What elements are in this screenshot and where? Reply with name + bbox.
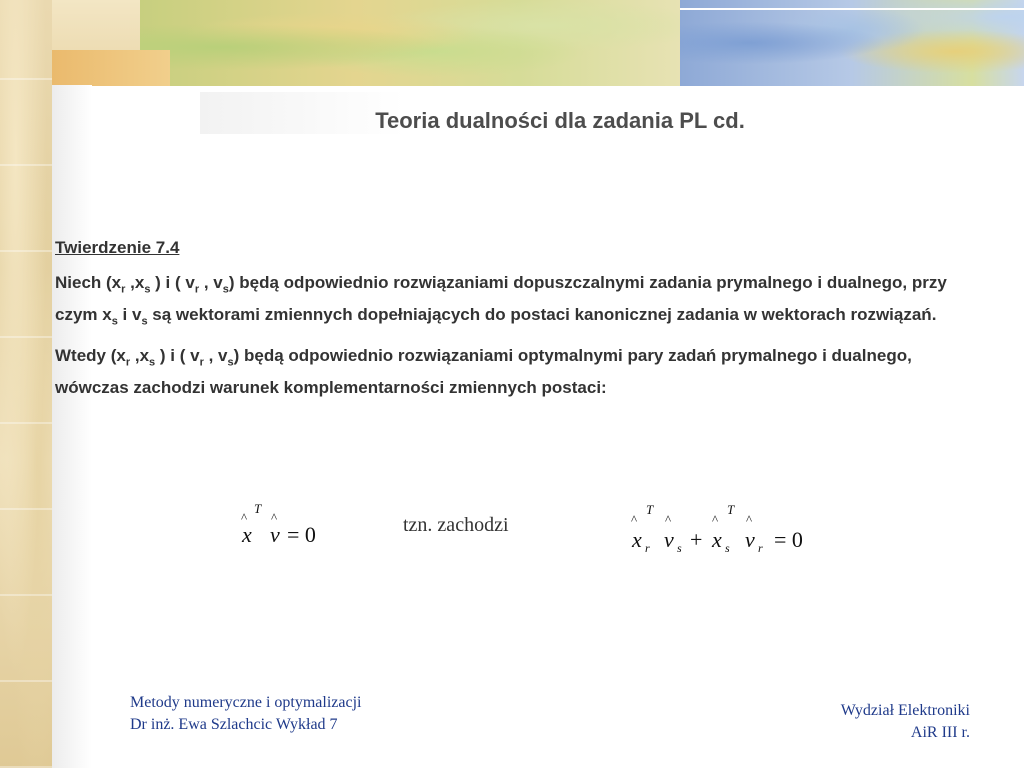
subscript-s: s: [725, 541, 730, 555]
theorem-paragraph-2: [55, 343, 975, 401]
p2-text: Wtedy (x: [55, 345, 126, 365]
theorem-heading: Twierdzenie 7.4: [55, 238, 180, 257]
p1-text: są wektorami zmiennych dopełniających do postaci kanonicznej zadania w wektorach rozwiązań.: [147, 305, 937, 325]
left-shadow: [52, 85, 92, 768]
p1-sub: s: [111, 315, 118, 328]
p2-text: ,x: [130, 345, 150, 365]
var-x: x: [632, 527, 642, 552]
p2-text: ) i ( v: [155, 345, 200, 365]
p2-text: ) będą odpowiednio rozwiązaniami optymalnymi pary zadań prymalnego i dualnego, wówczas zachodzi warunek komplementarności zmiennych postaci:: [55, 345, 912, 398]
p1-sub: r: [121, 283, 126, 296]
p1-sub: r: [194, 283, 200, 296]
superscript-t: T: [727, 502, 735, 517]
p1-text: , v: [199, 273, 223, 292]
slide-title: Teoria dualności dla zadania PL cd.: [375, 108, 745, 133]
footer-year: AiR III r.: [910, 724, 970, 741]
var-v: v: [745, 527, 755, 552]
var-v: v: [270, 522, 280, 547]
subscript-r: r: [645, 541, 650, 555]
slide-content: [55, 238, 975, 409]
p1-text: i v: [117, 305, 142, 325]
footer-course: Metody numeryczne i optymalizacji: [130, 694, 362, 711]
hat-mark: ^: [631, 512, 638, 527]
p1-text: Niech (x: [55, 273, 122, 292]
p2-sub: r: [199, 356, 204, 369]
top-banner: [0, 0, 1024, 86]
hat-mark: ^: [712, 512, 719, 527]
footer-faculty: Wydział Elektroniki: [840, 702, 970, 719]
plus-sign: +: [690, 527, 703, 552]
p2-sub: s: [149, 356, 156, 369]
p1-sub: s: [141, 315, 148, 328]
p1-sub: s: [144, 283, 151, 296]
hat-mark: ^: [241, 510, 248, 525]
superscript-t: T: [646, 502, 654, 517]
p2-sub: s: [227, 356, 234, 369]
equals-zero: = 0: [774, 527, 803, 552]
var-x: x: [712, 527, 722, 552]
footer-left: [130, 692, 361, 736]
subscript-s: s: [677, 541, 682, 555]
theorem-paragraph-1: [55, 270, 975, 335]
banner-leaves-image: [140, 0, 680, 86]
var-x: x: [242, 522, 252, 547]
footer-right: [841, 700, 970, 744]
p1-text: ) będą odpowiednio rozwiązaniami dopuszczalnymi zadania prymalnego i dualnego, przy czym x: [55, 273, 947, 325]
banner-blue-image: [680, 0, 1024, 86]
p1-text: ) i ( v: [150, 273, 195, 292]
p1-text: ,x: [125, 273, 145, 292]
p2-text: , v: [203, 345, 228, 365]
left-marble-strip: [0, 0, 52, 768]
banner-divider: [680, 8, 1024, 10]
hat-mark: ^: [271, 510, 278, 525]
footer-author: Dr inż. Ewa Szlachcic Wykład 7: [130, 716, 338, 733]
equals-zero: = 0: [287, 522, 316, 547]
superscript-t: T: [254, 501, 262, 516]
subscript-r: r: [758, 541, 763, 555]
p2-sub: r: [125, 356, 131, 369]
hat-mark: ^: [746, 512, 753, 527]
var-v: v: [664, 527, 674, 552]
connector-text: tzn. zachodzi: [403, 514, 509, 536]
p1-sub: s: [222, 283, 229, 296]
hat-mark: ^: [665, 512, 672, 527]
